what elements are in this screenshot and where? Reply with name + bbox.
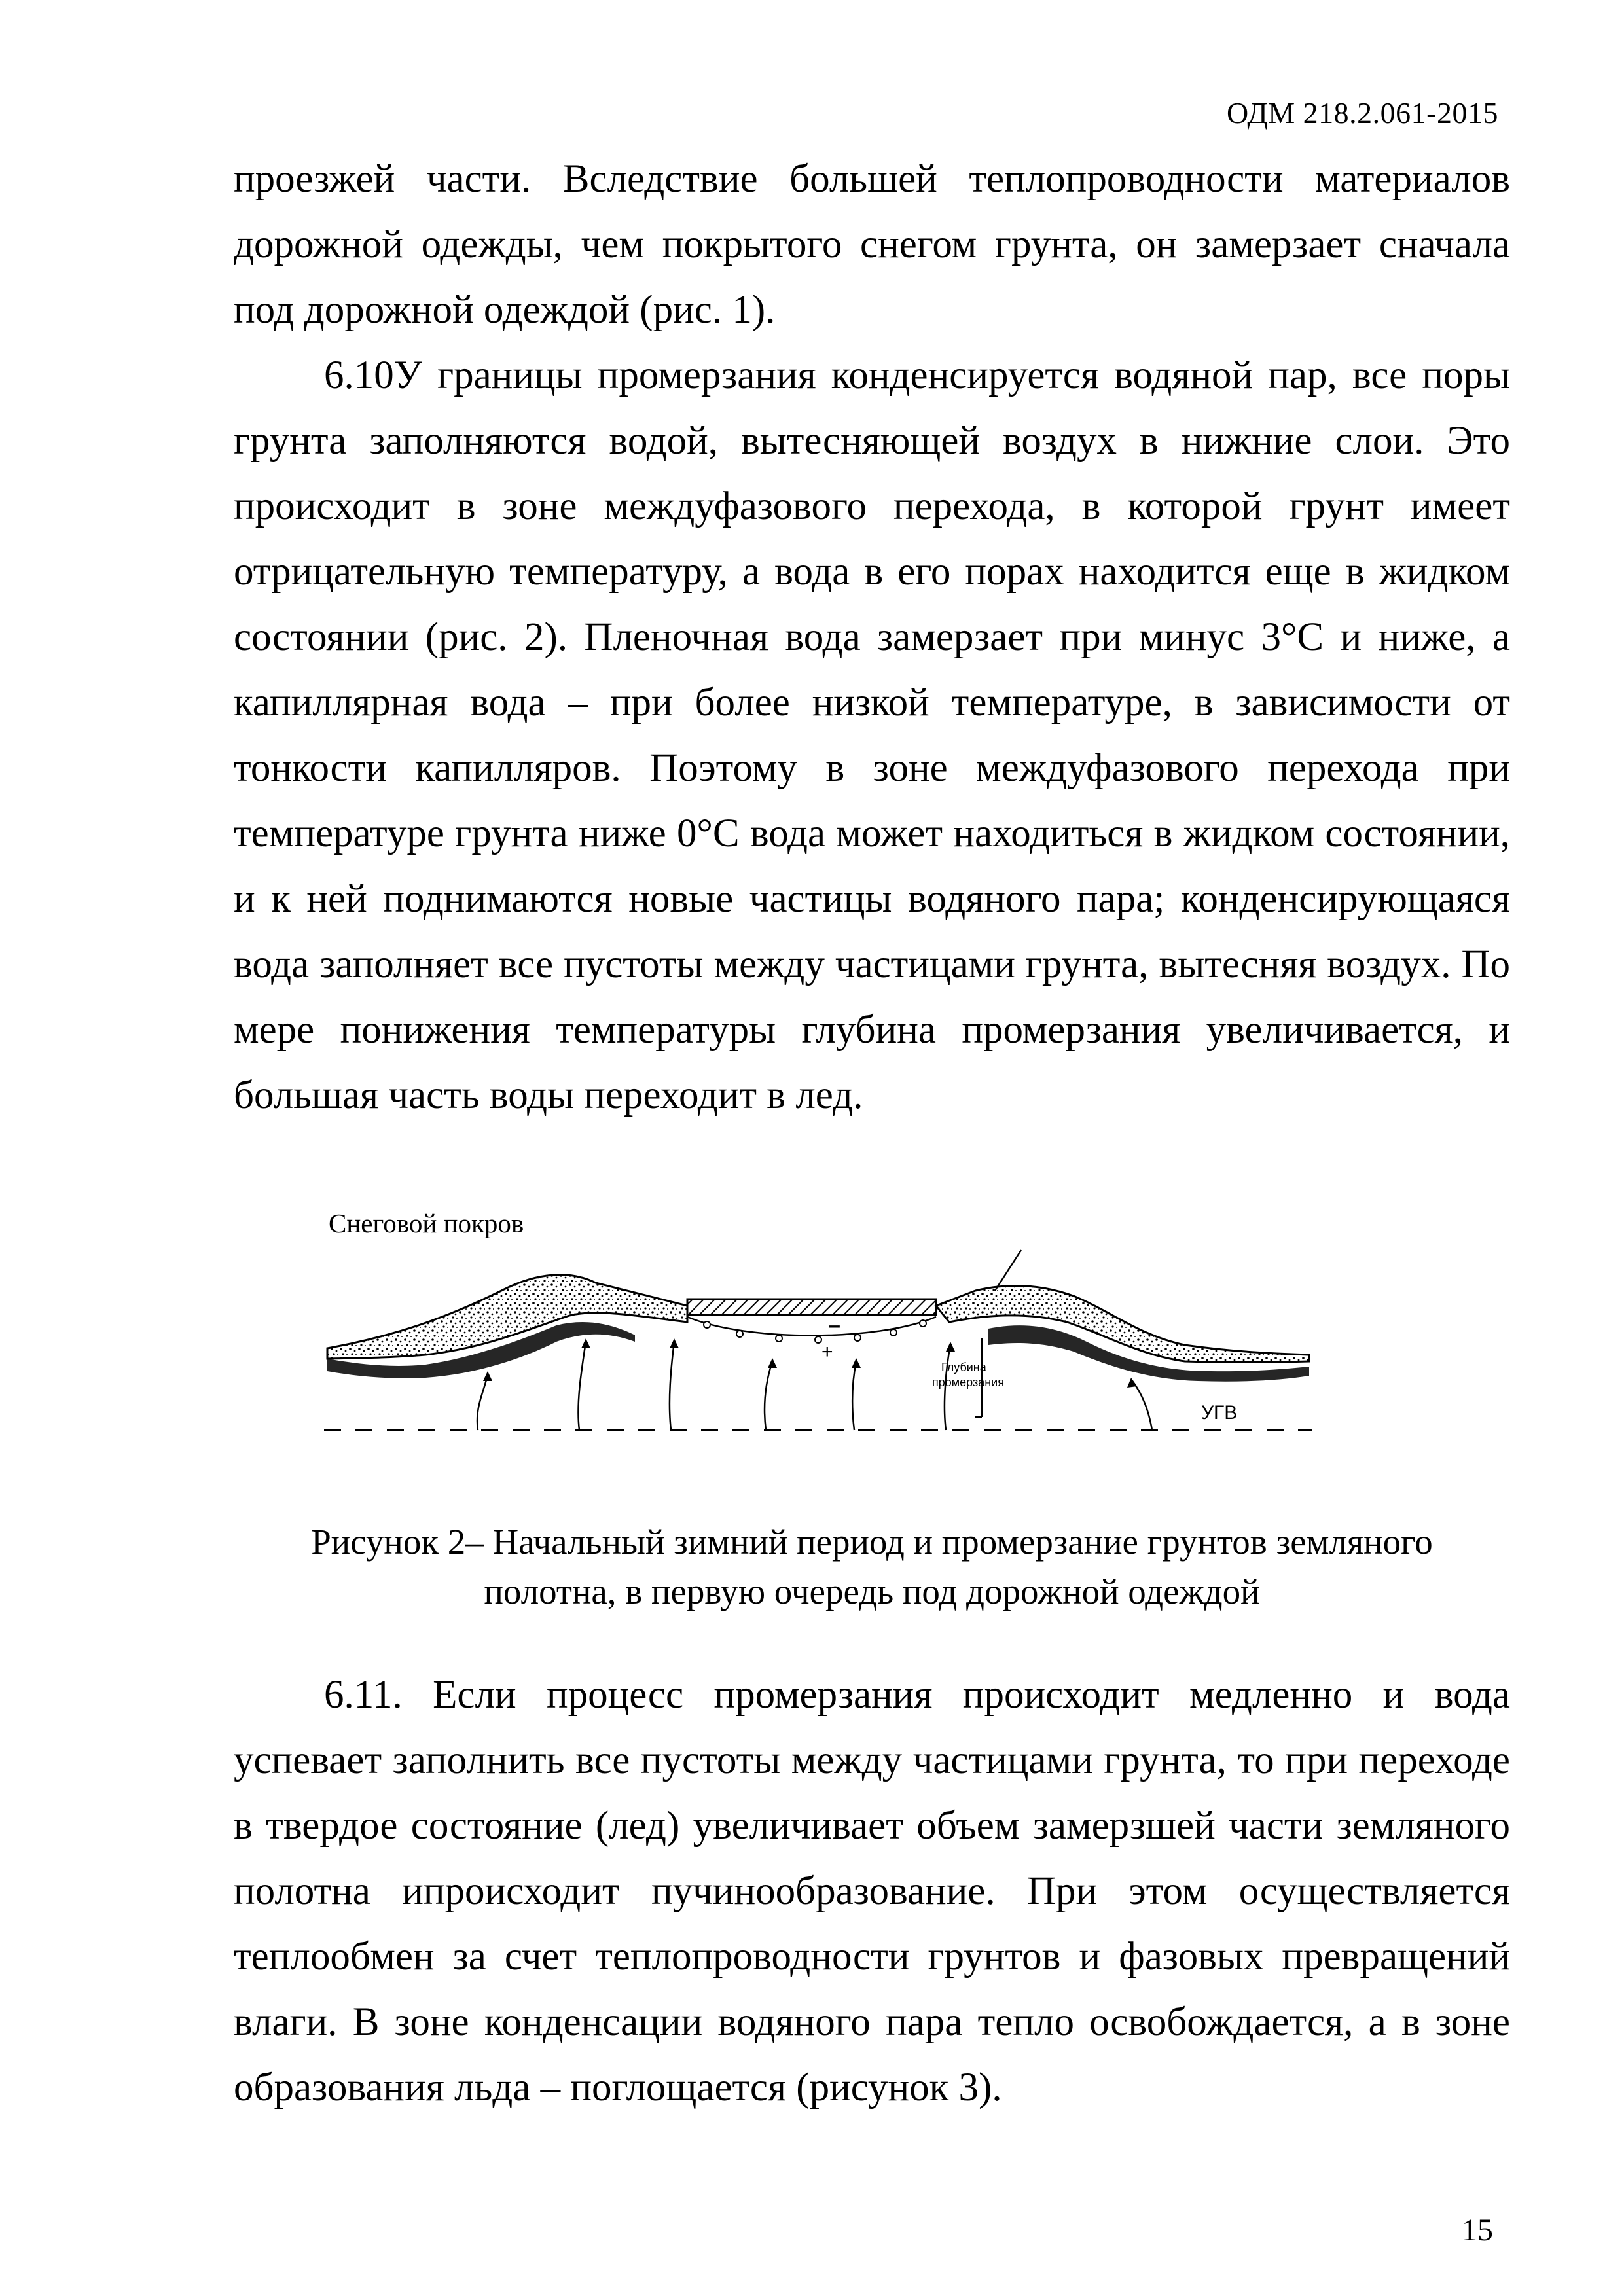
road-pavement <box>687 1299 936 1315</box>
paragraph-text: проезжей части. Вследствие большей теплопроводности материалов дорожной одежды, чем покрытого снегом грунта, он замерзает сначала под дорожной одеждой (рис. 1). <box>234 157 1510 332</box>
figure-caption-line2: полотна, в первую очередь под дорожной одеждой <box>484 1571 1260 1611</box>
freezing-front-markers <box>704 1320 926 1343</box>
vapour-arrows <box>477 1342 1152 1430</box>
paragraph-text: 6.10У границы промерзания конденсируется водяной пар, все поры грунта заполняются водой, вытесняющей воздух в нижние слои. Это происходит в зоне междуфазового перехода, в которой грунт имеет отрицательную температуру, а вода в его порах находится еще в жидком состоянии (рис. 2). Пленочная вода замерзает при минус 3°С и ниже, а капиллярная вода – при более низкой температуре, в зависимости от тонкости капилляров. Поэтому в зоне междуфазового перехода при температуре грунта ниже 0°С вода может находиться в жидком состоянии, и к ней поднимаются новые частицы водяного пара; конденсирующаяся вода заполняет все пустоты между частицами грунта, вытесняя воздух. По мере понижения температуры глубина промерзания увеличивается, и большая часть воды переходит в лед. <box>234 353 1510 1117</box>
figure-caption-line1: Рисунок 2– Начальный зимний период и промерзание грунтов земляного <box>311 1522 1433 1562</box>
document-code: ОДМ 218.2.061-2015 <box>1226 96 1498 130</box>
snow-cover-label: Снеговой покров <box>329 1208 524 1238</box>
minus-sign: – <box>828 1313 840 1338</box>
plus-sign: + <box>821 1341 833 1363</box>
freezing-front-curve <box>687 1317 936 1336</box>
figure-road-freezing-diagram <box>321 1237 1316 1460</box>
paragraph-continuation <box>234 147 1510 343</box>
paragraph-6-10 <box>234 343 1510 1128</box>
snow-pointer-line <box>995 1250 1021 1291</box>
paragraph-text: 6.11. Если процесс промерзания происходит медленно и вода успевает заполнить все пустоты между частицами грунта, то при переходе в твердое состояние (лед) увеличивает объем замерзшей части земляного полотна ипроисходит пучинообразование. При этом осуществляется теплообмен за счет теплопроводности грунтов и фазовых превращений влаги. В зоне конденсации водяного пара тепло освобождается, а в зоне образования льда – поглощается (рисунок 3). <box>234 1673 1510 2109</box>
figure-caption <box>234 1517 1510 1617</box>
paragraph-6-11 <box>234 1662 1510 2121</box>
depth-label-line1: Глубина <box>941 1361 986 1374</box>
right-embankment-snow <box>936 1285 1309 1362</box>
groundwater-label: УГВ <box>1201 1402 1238 1424</box>
page-number: 15 <box>1462 2213 1493 2248</box>
depth-label-line2: промерзания <box>932 1376 1004 1389</box>
